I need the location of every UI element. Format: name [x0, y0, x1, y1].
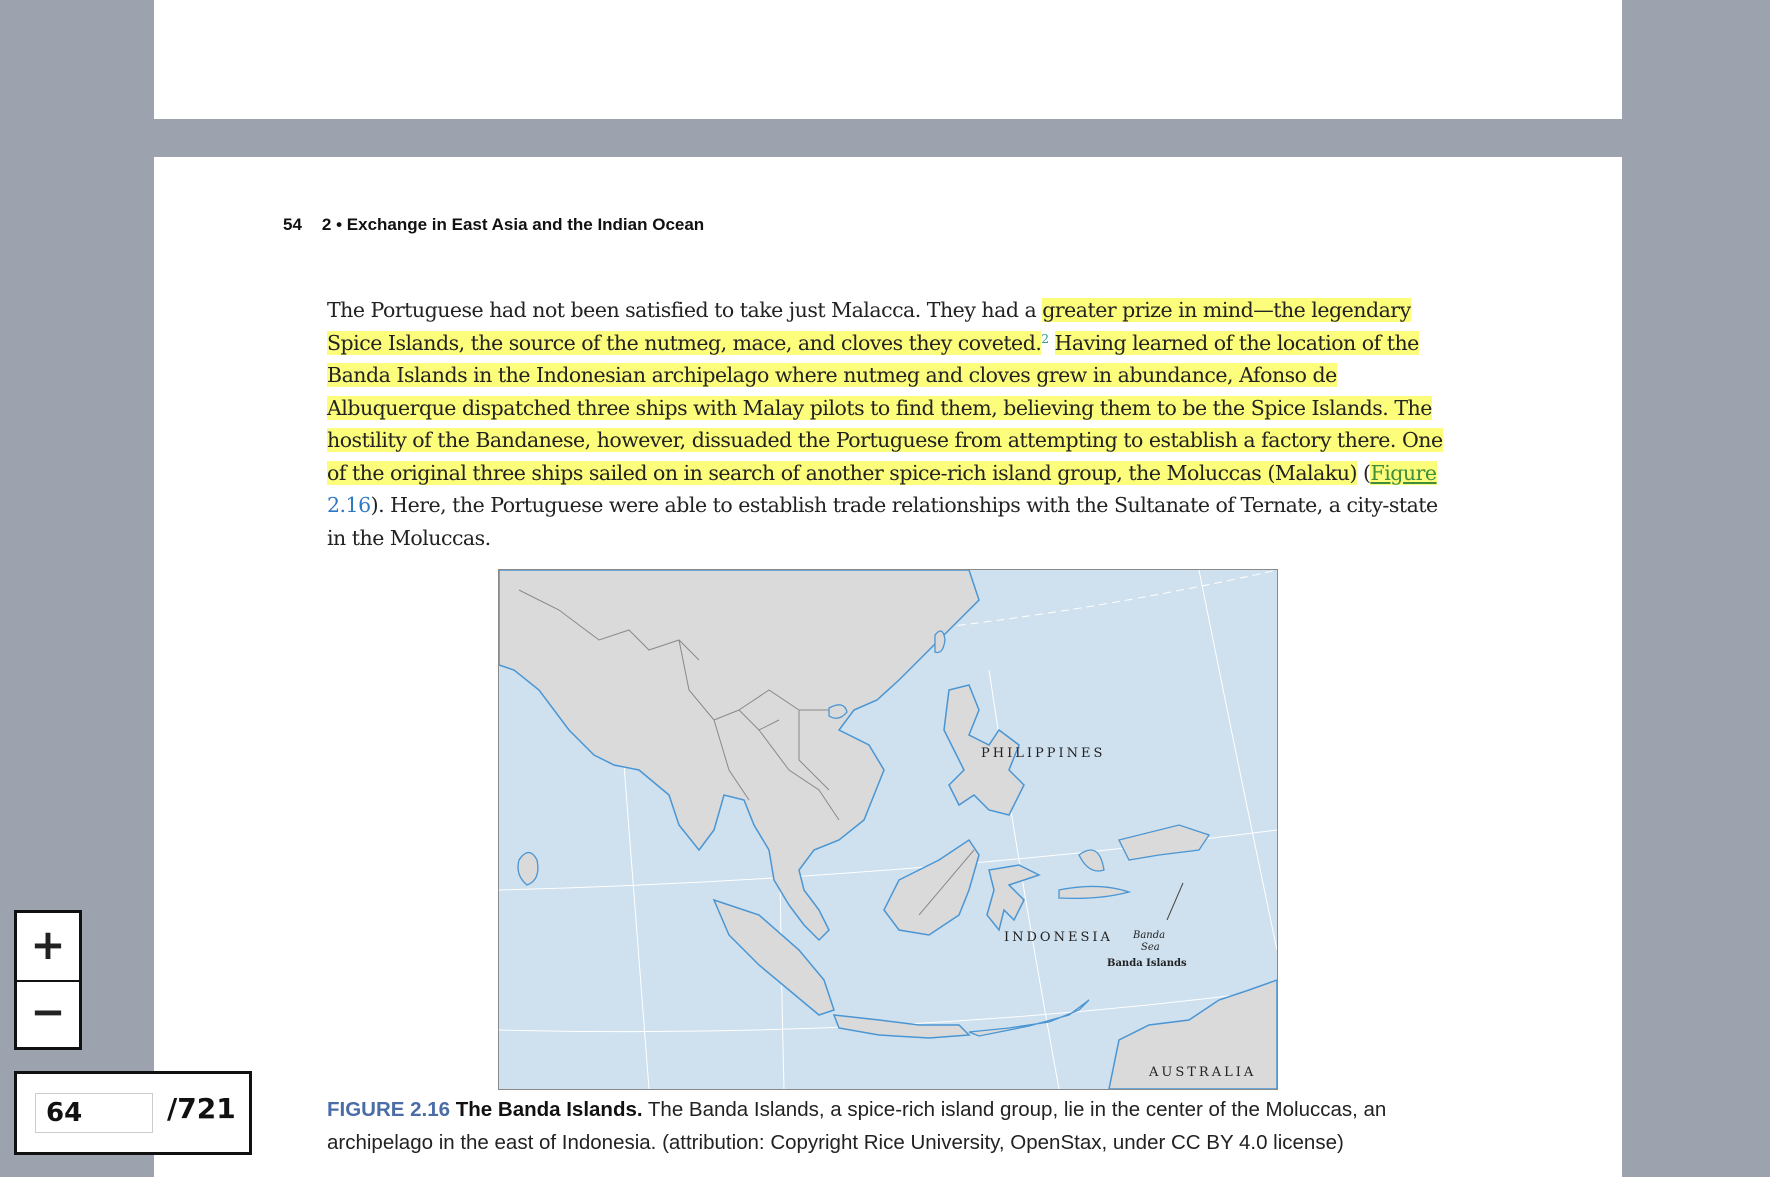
- highlighted-text[interactable]: greater prize in mind—the legendary Spice Islands, the source of the nutmeg, mace, and cloves they coveted.: [327, 298, 1411, 355]
- text-run: (: [1362, 460, 1371, 485]
- zoom-controls: [14, 910, 82, 1050]
- running-header: [283, 215, 704, 235]
- zoom-out-button[interactable]: −: [30, 987, 66, 1036]
- body-paragraph: [327, 294, 1457, 554]
- previous-page-bottom: [154, 0, 1622, 119]
- page-navigator: [14, 1071, 252, 1155]
- label-banda-sea-2: Sea: [1141, 942, 1160, 953]
- label-banda-sea-1: Banda: [1133, 930, 1166, 941]
- label-australia: AUSTRALIA: [1149, 1065, 1257, 1080]
- label-philippines: PHILIPPINES: [981, 746, 1106, 761]
- page-number: 54: [283, 215, 302, 234]
- total-pages: /721: [167, 1092, 236, 1125]
- footnote-ref[interactable]: 2: [1041, 331, 1049, 346]
- text-run: ). Here, the Portuguese were able to establish trade relationships with the Sultanate of Ternate, a city-state in the Moluccas.: [327, 493, 1438, 550]
- figure-title: The Banda Islands.: [455, 1098, 643, 1121]
- figure-caption-text: The Banda Islands, a spice-rich island group, lie in the center of the Moluccas, an archipelago in the east of Indonesia. (attribution: Copyright Rice University, OpenStax, under CC BY 4.0 license): [327, 1098, 1387, 1154]
- figure-label: FIGURE 2.16: [327, 1098, 451, 1121]
- document-page: [154, 157, 1622, 1177]
- label-banda-islands: Banda Islands: [1107, 958, 1187, 969]
- chapter-title: 2 • Exchange in East Asia and the Indian Ocean: [321, 215, 705, 234]
- map-figure: [498, 569, 1278, 1090]
- text-run: The Portuguese had not been satisfied to take just Malacca. They had a: [327, 298, 1043, 322]
- zoom-in-button[interactable]: +: [17, 913, 79, 982]
- figure-link-number[interactable]: 2.16: [327, 493, 371, 517]
- figure-caption: [327, 1094, 1467, 1159]
- figure-link-word[interactable]: Figure: [1370, 460, 1437, 485]
- page-number-input[interactable]: [35, 1093, 153, 1133]
- label-indonesia: INDONESIA: [1004, 930, 1113, 945]
- highlighted-text[interactable]: Having learned of the location of the Banda Islands in the Indonesian archipelago where nutmeg and cloves grew in abundance, Afonso de Albuquerque dispatched three ships with Malay pilots to find them, believing them to be the Spice Islands. The hostility of the Bandanese, however, dissuaded the Portuguese from attempting to establish a factory there. One of the original three ships sailed on in search of another spice-rich island group, the Moluccas (Malaku): [327, 330, 1443, 485]
- map-graphic: [499, 570, 1277, 1089]
